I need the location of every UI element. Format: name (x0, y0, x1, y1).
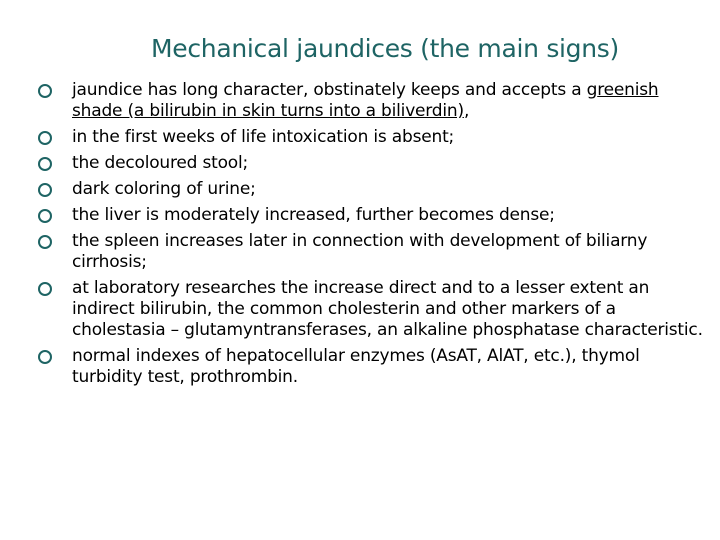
circle-bullet-icon (38, 282, 52, 296)
bullet-list (38, 80, 708, 393)
list-item (38, 179, 708, 200)
bullet-text: the decoloured stool; (72, 153, 249, 173)
circle-bullet-icon (38, 350, 52, 364)
list-item (38, 278, 708, 341)
bullet-text: normal indexes of hepatocellular enzymes (AsAT, AlAT, etc.), thymol turbidity test, prothrombin. (72, 346, 640, 387)
list-item (38, 127, 708, 148)
list-item (38, 346, 708, 388)
circle-bullet-icon (38, 183, 52, 197)
slide-title: Mechanical jaundices (the main signs) (151, 34, 619, 63)
circle-bullet-icon (38, 84, 52, 98)
circle-bullet-icon (38, 209, 52, 223)
list-item (38, 205, 708, 226)
bullet-text: the spleen increases later in connection with development of biliarny cirrhosis; (72, 231, 648, 272)
list-item (38, 231, 708, 273)
circle-bullet-icon (38, 131, 52, 145)
circle-bullet-icon (38, 235, 52, 249)
bullet-text: in the first weeks of life intoxication is absent; (72, 127, 455, 147)
list-item (38, 153, 708, 174)
bullet-text: at laboratory researches the increase direct and to a lesser extent an indirect bilirubin, the common cholesterin and other markers of a cholestasia – glutamyntransferases, an alkaline phosphatase characteristic. (72, 278, 703, 340)
bullet-text: jaundice has long character, obstinately keeps and accepts a greenish shade (a bilirubin in skin turns into a biliverdin), (72, 80, 659, 121)
underlined-text: reenish shade (a bilirubin in skin turns into a biliverdin) (72, 80, 659, 121)
circle-bullet-icon (38, 157, 52, 171)
bullet-text: dark coloring of urine; (72, 179, 256, 199)
list-item (38, 80, 708, 122)
bullet-text: the liver is moderately increased, further becomes dense; (72, 205, 555, 225)
